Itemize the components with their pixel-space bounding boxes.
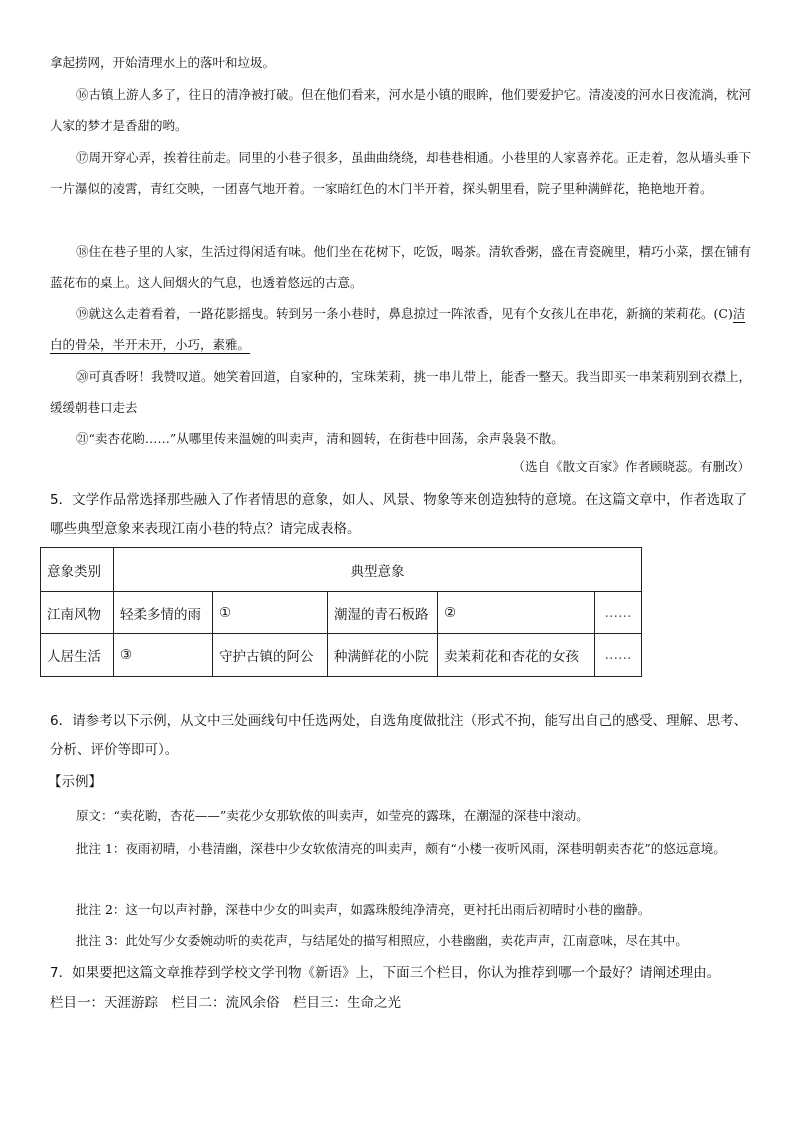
table-cell-blank-2[interactable]: ② xyxy=(438,592,595,634)
underlined-sentence-c: 洁白的骨朵，半开未开，小巧，素雅。 xyxy=(50,306,746,352)
imagery-table xyxy=(40,547,642,677)
example-note-3: 批注 3：此处写少女委婉动听的卖花声，与结尾处的描写相照应，小巷幽幽，卖花声声，江南意味，尽在其中。 xyxy=(76,933,688,948)
table-cell-blank-3[interactable]: ③ xyxy=(114,634,213,677)
table-row xyxy=(41,592,642,634)
table-cell: 人居生活 xyxy=(41,634,114,677)
question-7: 7．如果要把这篇文章推荐到学校文学刊物《新语》上，下面三个栏目，你认为推荐到哪一个最好？请阐述理由。 xyxy=(50,965,721,981)
paragraph-18: ⑱住在巷子里的人家，生活过得闲适有味。他们坐在花树下，吃饭，喝茶。清软香粥，盛在青瓷碗里，精巧小菜，摆在铺有蓝花布的桌上。这人间烟火的气息，也透着悠远的古意。 xyxy=(50,244,752,290)
paragraph-21: ㉑“卖杏花喲……”从哪里传来温婉的叫卖声，清和圆转，在街巷中回荡，余声袅袅不散。 xyxy=(76,431,564,446)
example-note-2: 批注 2：这一句以声衬静，深巷中少女的叫卖声，如露珠般纯净清亮，更衬托出雨后初晴时小巷的幽静。 xyxy=(76,902,651,917)
table-cell-ellipsis: …… xyxy=(595,634,642,677)
table-header-row xyxy=(41,548,642,592)
paragraph-20: ⑳可真香呀！我赞叹道。她笑着回道，自家种的，宝珠茉莉，挑一串儿带上，能香一整天。我当即买一串茉莉别到衣襟上，缓缓朝巷口走去 xyxy=(50,369,752,415)
table-cell-blank-1[interactable]: ① xyxy=(213,592,328,634)
table-cell: 潮湿的青石板路 xyxy=(328,592,438,634)
paragraph-19 xyxy=(50,298,756,360)
question-6: 6．请参考以下示例，从文中三处画线句中任选两处，自选角度做批注（形式不拘，能写出自己的感受、理解、思考、分析、评价等即可）。 xyxy=(50,713,748,758)
paragraph-19-text: ⑲就这么走着看着，一路花影摇曳。转到另一条小巷时，鼻息掠过一阵浓香，见有个女孩儿在串花，新摘的茉莉花。(C) xyxy=(76,306,733,321)
table-row xyxy=(41,634,642,677)
paragraph-17: ⑰周开穿心弄，挨着往前走。同里的小巷子很多，虽曲曲绕绕，却巷巷相通。小巷里的人家喜养花。正走着，忽从墙头垂下一片瀑似的凌霄，青红交映，一团喜气地开着。一家暗红色的木门半开着，探头朝里看，院子里种满鲜花，艳艳地开着。 xyxy=(50,150,752,196)
table-cell: 轻柔多情的雨 xyxy=(114,592,213,634)
example-note-1: 批注 1：夜雨初晴，小巷清幽，深巷中少女软侬清亮的叫卖声，颇有“小楼一夜听风雨，深巷明朝卖杏花”的悠远意境。 xyxy=(76,841,726,856)
header-category: 意象类别 xyxy=(41,548,114,592)
table-cell: 江南风物 xyxy=(41,592,114,634)
table-cell: 卖茉莉花和杏花的女孩 xyxy=(438,634,595,677)
table-cell-ellipsis: …… xyxy=(595,592,642,634)
example-label: 【示例】 xyxy=(48,774,102,790)
paragraph-16: ⑯古镇上游人多了，往日的清净被打破。但在他们看来，河水是小镇的眼眸，他们要爱护它。清凌凌的河水日夜流淌，枕河人家的梦才是香甜的哟。 xyxy=(50,87,752,133)
table-cell: 种满鲜花的小院 xyxy=(328,634,438,677)
magazine-columns: 栏目一：天涯游踪 栏目二：流风余俗 栏目三：生命之光 xyxy=(50,995,401,1011)
table-cell: 守护古镇的阿公 xyxy=(213,634,328,677)
source-citation: （选自《散文百家》作者顾晓蕊。有删改） xyxy=(512,459,750,474)
example-original: 原文：“卖花喲，杏花——”卖花少女那软侬的叫卖声，如莹亮的露珠，在潮湿的深巷中滚动。 xyxy=(76,808,589,823)
paragraph-15-tail: 拿起捞网，开始清理水上的落叶和垃圾。 xyxy=(50,55,276,70)
question-5: 5．文学作品常选择那些融入了作者情思的意象，如人、风景、物象等来创造独特的意境。在这篇文章中，作者选取了哪些典型意象来表现江南小巷的特点？请完成表格。 xyxy=(50,492,748,537)
header-imagery: 典型意象 xyxy=(114,548,642,592)
